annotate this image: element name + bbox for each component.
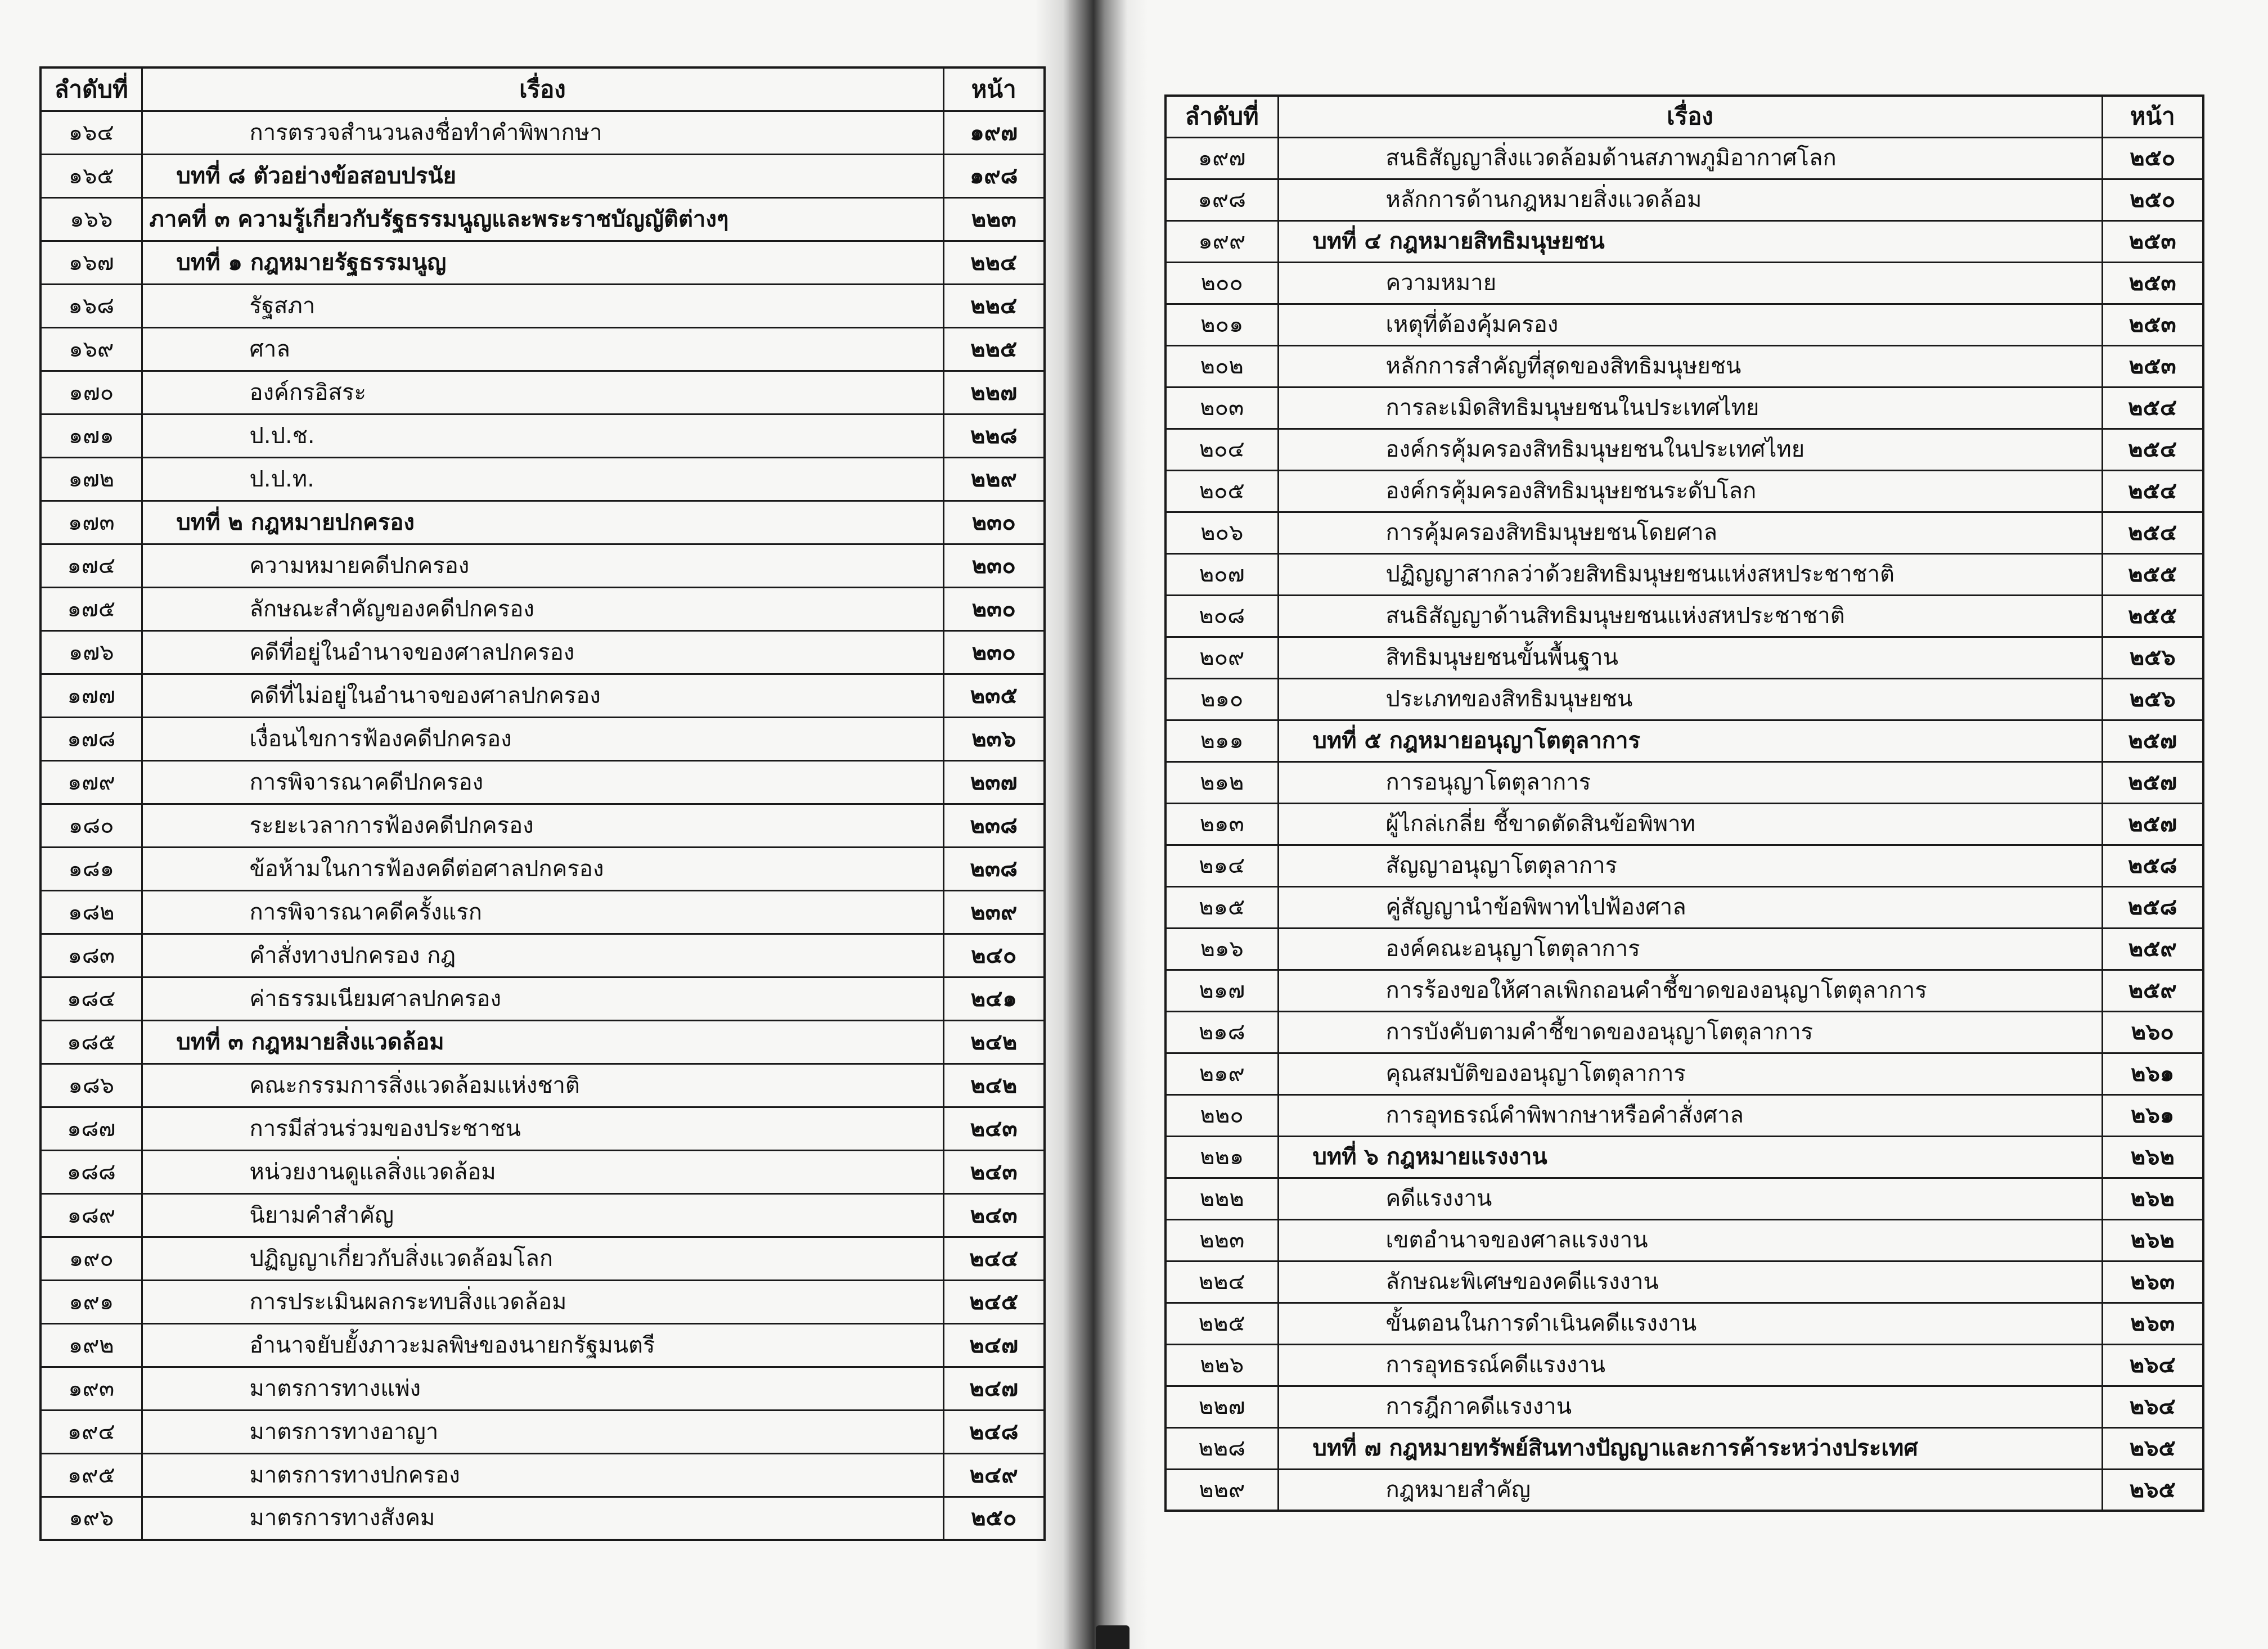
table-row: [40, 934, 1045, 977]
entry-title: ปฏิญญาเกี่ยวกับสิ่งแวดล้อมโลก: [142, 1237, 943, 1280]
table-row: [40, 154, 1045, 197]
toc-table-left: [39, 66, 1046, 1541]
entry-title: ระยะเวลาการฟ้องคดีปกครอง: [142, 804, 943, 847]
table-row: [40, 1237, 1045, 1280]
table-row: [1166, 1053, 2203, 1094]
entry-title: คณะกรรมการสิ่งแวดล้อมแห่งชาติ: [142, 1064, 943, 1107]
entry-page: ๒๔๓: [943, 1150, 1045, 1193]
entry-page: ๒๖๒: [2102, 1178, 2203, 1219]
entry-page: ๒๖๒: [2102, 1219, 2203, 1261]
entry-page: ๒๕๓: [2102, 304, 2203, 345]
entry-title: องค์กรคุ้มครองสิทธิมนุษยชนระดับโลก: [1278, 470, 2102, 512]
book-gutter: [1035, 0, 1148, 1649]
entry-number: ๑๖๙: [40, 327, 142, 371]
entry-title: บทที่ ๖ กฎหมายแรงงาน: [1278, 1136, 2102, 1178]
entry-number: ๑๘๐: [40, 804, 142, 847]
header-number: ลำดับที่: [1166, 96, 1278, 137]
entry-number: ๑๙๓: [40, 1367, 142, 1410]
entry-title: การละเมิดสิทธิมนุษยชนในประเทศไทย: [1278, 387, 2102, 429]
entry-page: ๒๔๗: [943, 1367, 1045, 1410]
entry-page: ๒๕๘: [2102, 845, 2203, 886]
entry-title: องค์กรอิสระ: [142, 371, 943, 414]
entry-title: ปฏิญญาสากลว่าด้วยสิทธิมนุษยชนแห่งสหประชาชาติ: [1278, 553, 2102, 595]
entry-page: ๒๔๒: [943, 1064, 1045, 1107]
entry-number: ๑๙๐: [40, 1237, 142, 1280]
entry-title: ความหมาย: [1278, 262, 2102, 304]
entry-title: คุณสมบัติของอนุญาโตตุลาการ: [1278, 1053, 2102, 1094]
entry-number: ๑๗๗: [40, 674, 142, 717]
entry-title: สิทธิมนุษยชนขั้นพื้นฐาน: [1278, 637, 2102, 678]
entry-page: ๒๖๑: [2102, 1053, 2203, 1094]
table-row: [40, 1453, 1045, 1497]
entry-page: ๒๕๕: [2102, 553, 2203, 595]
table-row: [1166, 345, 2203, 387]
table-row: [1166, 803, 2203, 845]
entry-title: การประเมินผลกระทบสิ่งแวดล้อม: [142, 1280, 943, 1323]
entry-title: ข้อห้ามในการฟ้องคดีต่อศาลปกครอง: [142, 847, 943, 890]
entry-page: ๒๕๐: [943, 1497, 1045, 1540]
entry-number: ๑๘๓: [40, 934, 142, 977]
entry-page: ๑๙๘: [943, 154, 1045, 197]
entry-number: ๑๙๖: [40, 1497, 142, 1540]
entry-page: ๒๖๕: [2102, 1427, 2203, 1469]
entry-number: ๑๗๕: [40, 587, 142, 630]
table-row: [40, 284, 1045, 327]
entry-number: ๑๗๔: [40, 544, 142, 587]
entry-page: ๒๔๓: [943, 1107, 1045, 1150]
table-row: [1166, 970, 2203, 1011]
table-row: [40, 414, 1045, 457]
table-row: [40, 847, 1045, 890]
entry-page: ๒๓๐: [943, 630, 1045, 674]
entry-title: ค่าธรรมเนียมศาลปกครอง: [142, 977, 943, 1020]
entry-page: ๒๓๘: [943, 804, 1045, 847]
entry-page: ๒๕๘: [2102, 886, 2203, 928]
table-row: [40, 717, 1045, 760]
entry-page: ๒๕๗: [2102, 762, 2203, 803]
entry-page: ๒๔๐: [943, 934, 1045, 977]
entry-title: บทที่ ๔ กฎหมายสิทธิมนุษยชน: [1278, 220, 2102, 262]
entry-page: ๒๓๕: [943, 674, 1045, 717]
entry-number: ๒๑๔: [1166, 845, 1278, 886]
entry-title: อำนาจยับยั้งภาวะมลพิษของนายกรัฐมนตรี: [142, 1323, 943, 1367]
table-row: [1166, 387, 2203, 429]
entry-number: ๑๘๑: [40, 847, 142, 890]
header-page: หน้า: [943, 67, 1045, 111]
entry-page: ๒๖๓: [2102, 1303, 2203, 1344]
entry-page: ๒๒๗: [943, 371, 1045, 414]
table-row: [40, 1020, 1045, 1064]
table-row: [1166, 1178, 2203, 1219]
entry-page: ๒๕๐: [2102, 179, 2203, 220]
entry-number: ๑๖๖: [40, 197, 142, 241]
entry-number: ๑๗๒: [40, 457, 142, 501]
entry-title: การร้องขอให้ศาลเพิกถอนคำชี้ขาดของอนุญาโตตุลาการ: [1278, 970, 2102, 1011]
entry-title: องค์กรคุ้มครองสิทธิมนุษยชนในประเทศไทย: [1278, 429, 2102, 470]
table-row: [1166, 637, 2203, 678]
entry-title: การพิจารณาคดีครั้งแรก: [142, 890, 943, 934]
table-row: [40, 977, 1045, 1020]
table-row: [1166, 1427, 2203, 1469]
table-row: [1166, 1136, 2203, 1178]
entry-title: เขตอำนาจของศาลแรงงาน: [1278, 1219, 2102, 1261]
entry-number: ๒๒๒: [1166, 1178, 1278, 1219]
entry-page: ๒๓๐: [943, 587, 1045, 630]
table-header-row: [40, 67, 1045, 111]
table-row: [40, 1410, 1045, 1453]
entry-number: ๑๙๙: [1166, 220, 1278, 262]
entry-number: ๑๙๕: [40, 1453, 142, 1497]
entry-number: ๒๐๓: [1166, 387, 1278, 429]
entry-page: ๒๕๖: [2102, 637, 2203, 678]
entry-number: ๑๖๕: [40, 154, 142, 197]
table-row: [1166, 429, 2203, 470]
entry-number: ๒๐๖: [1166, 512, 1278, 553]
entry-number: ๒๐๕: [1166, 470, 1278, 512]
entry-page: ๒๒๕: [943, 327, 1045, 371]
entry-number: ๑๘๗: [40, 1107, 142, 1150]
entry-page: ๒๕๙: [2102, 970, 2203, 1011]
entry-title: นิยามคำสำคัญ: [142, 1193, 943, 1237]
entry-title: มาตรการทางปกครอง: [142, 1453, 943, 1497]
entry-number: ๒๐๙: [1166, 637, 1278, 678]
table-row: [40, 674, 1045, 717]
entry-number: ๒๐๑: [1166, 304, 1278, 345]
entry-page: ๒๕๔: [2102, 429, 2203, 470]
entry-title: บทที่ ๘ ตัวอย่างข้อสอบปรนัย: [142, 154, 943, 197]
header-page: หน้า: [2102, 96, 2203, 137]
entry-number: ๑๘๔: [40, 977, 142, 1020]
table-header-row: [1166, 96, 2203, 137]
entry-page: ๒๖๐: [2102, 1011, 2203, 1053]
table-row: [40, 760, 1045, 804]
entry-number: ๒๐๗: [1166, 553, 1278, 595]
entry-page: ๒๕๗: [2102, 720, 2203, 762]
table-row: [1166, 512, 2203, 553]
entry-page: ๒๖๕: [2102, 1469, 2203, 1511]
entry-number: ๑๗๖: [40, 630, 142, 674]
entry-title: ป.ป.ช.: [142, 414, 943, 457]
entry-number: ๑๗๐: [40, 371, 142, 414]
entry-page: ๒๔๗: [943, 1323, 1045, 1367]
entry-page: ๒๖๔: [2102, 1386, 2203, 1427]
table-row: [40, 1064, 1045, 1107]
table-row: [1166, 886, 2203, 928]
table-row: [40, 1367, 1045, 1410]
entry-page: ๒๒๓: [943, 197, 1045, 241]
entry-page: ๒๔๕: [943, 1280, 1045, 1323]
entry-title: ลักษณะพิเศษของคดีแรงงาน: [1278, 1261, 2102, 1303]
table-row: [1166, 1219, 2203, 1261]
entry-title: บทที่ ๗ กฎหมายทรัพย์สินทางปัญญาและการค้าระหว่างประเทศ: [1278, 1427, 2102, 1469]
entry-number: ๑๘๒: [40, 890, 142, 934]
entry-page: ๒๕๔: [2102, 387, 2203, 429]
entry-number: ๒๒๗: [1166, 1386, 1278, 1427]
entry-page: ๒๔๙: [943, 1453, 1045, 1497]
entry-number: ๒๒๐: [1166, 1094, 1278, 1136]
table-row: [40, 630, 1045, 674]
table-row: [40, 1150, 1045, 1193]
entry-page: ๒๓๙: [943, 890, 1045, 934]
entry-title: หน่วยงานดูแลสิ่งแวดล้อม: [142, 1150, 943, 1193]
entry-page: ๒๕๙: [2102, 928, 2203, 970]
entry-title: กฎหมายสำคัญ: [1278, 1469, 2102, 1511]
table-row: [40, 457, 1045, 501]
header-topic: เรื่อง: [142, 67, 943, 111]
table-row: [1166, 1386, 2203, 1427]
entry-number: ๒๒๙: [1166, 1469, 1278, 1511]
entry-title: การมีส่วนร่วมของประชาชน: [142, 1107, 943, 1150]
entry-page: ๒๒๔: [943, 241, 1045, 284]
table-row: [40, 587, 1045, 630]
entry-title: บทที่ ๑ กฎหมายรัฐธรรมนูญ: [142, 241, 943, 284]
table-row: [40, 241, 1045, 284]
table-row: [1166, 595, 2203, 637]
entry-title: บทที่ ๒ กฎหมายปกครอง: [142, 501, 943, 544]
table-row: [1166, 762, 2203, 803]
table-row: [40, 327, 1045, 371]
table-row: [40, 197, 1045, 241]
table-row: [1166, 1344, 2203, 1386]
entry-title: เหตุที่ต้องคุ้มครอง: [1278, 304, 2102, 345]
entry-title: การบังคับตามคำชี้ขาดของอนุญาโตตุลาการ: [1278, 1011, 2102, 1053]
entry-title: ผู้ไกล่เกลี่ย ชี้ขาดตัดสินข้อพิพาท: [1278, 803, 2102, 845]
entry-page: ๒๔๔: [943, 1237, 1045, 1280]
entry-title: สนธิสัญญาสิ่งแวดล้อมด้านสภาพภูมิอากาศโลก: [1278, 137, 2102, 179]
table-row: [40, 1323, 1045, 1367]
entry-page: ๒๒๙: [943, 457, 1045, 501]
entry-number: ๒๒๓: [1166, 1219, 1278, 1261]
entry-number: ๒๑๒: [1166, 762, 1278, 803]
entry-title: คดีที่ไม่อยู่ในอำนาจของศาลปกครอง: [142, 674, 943, 717]
table-row: [1166, 928, 2203, 970]
entry-page: ๒๖๓: [2102, 1261, 2203, 1303]
entry-page: ๒๕๕: [2102, 595, 2203, 637]
entry-title: สนธิสัญญาด้านสิทธิมนุษยชนแห่งสหประชาชาติ: [1278, 595, 2102, 637]
entry-title: หลักการสำคัญที่สุดของสิทธิมนุษยชน: [1278, 345, 2102, 387]
entry-number: ๑๗๘: [40, 717, 142, 760]
entry-page: ๒๓๐: [943, 544, 1045, 587]
header-topic: เรื่อง: [1278, 96, 2102, 137]
entry-number: ๑๖๗: [40, 241, 142, 284]
entry-number: ๒๑๑: [1166, 720, 1278, 762]
entry-number: ๒๐๒: [1166, 345, 1278, 387]
entry-title: สัญญาอนุญาโตตุลาการ: [1278, 845, 2102, 886]
entry-title: ศาล: [142, 327, 943, 371]
entry-page: ๒๕๔: [2102, 470, 2203, 512]
entry-number: ๑๗๙: [40, 760, 142, 804]
entry-number: ๒๑๙: [1166, 1053, 1278, 1094]
entry-number: ๒๑๓: [1166, 803, 1278, 845]
toc-table-right: [1164, 94, 2204, 1512]
table-row: [40, 501, 1045, 544]
entry-number: ๒๒๘: [1166, 1427, 1278, 1469]
entry-number: ๒๒๕: [1166, 1303, 1278, 1344]
entry-title: มาตรการทางสังคม: [142, 1497, 943, 1540]
entry-title: ประเภทของสิทธิมนุษยชน: [1278, 678, 2102, 720]
entry-title: หลักการด้านกฎหมายสิ่งแวดล้อม: [1278, 179, 2102, 220]
entry-page: ๒๖๑: [2102, 1094, 2203, 1136]
entry-title: คดีแรงงาน: [1278, 1178, 2102, 1219]
entry-title: รัฐสภา: [142, 284, 943, 327]
entry-title: องค์คณะอนุญาโตตุลาการ: [1278, 928, 2102, 970]
table-row: [1166, 720, 2203, 762]
table-row: [1166, 304, 2203, 345]
entry-title: คำสั่งทางปกครอง กฎ: [142, 934, 943, 977]
entry-page: ๒๓๘: [943, 847, 1045, 890]
entry-page: ๒๖๔: [2102, 1344, 2203, 1386]
entry-title: บทที่ ๓ กฎหมายสิ่งแวดล้อม: [142, 1020, 943, 1064]
entry-page: ๒๕๓: [2102, 220, 2203, 262]
table-row: [40, 1107, 1045, 1150]
entry-number: ๒๒๖: [1166, 1344, 1278, 1386]
entry-page: ๒๕๐: [2102, 137, 2203, 179]
entry-page: ๑๙๗: [943, 111, 1045, 154]
table-row: [1166, 678, 2203, 720]
binding-tab: [1096, 1625, 1130, 1649]
entry-title: ความหมายคดีปกครอง: [142, 544, 943, 587]
entry-number: ๑๘๙: [40, 1193, 142, 1237]
entry-number: ๑๙๔: [40, 1410, 142, 1453]
table-row: [40, 890, 1045, 934]
entry-page: ๒๕๔: [2102, 512, 2203, 553]
table-row: [1166, 179, 2203, 220]
entry-number: ๒๐๔: [1166, 429, 1278, 470]
table-row: [1166, 1094, 2203, 1136]
entry-page: ๒๔๓: [943, 1193, 1045, 1237]
table-row: [1166, 1011, 2203, 1053]
entry-title: คู่สัญญานำข้อพิพาทไปฟ้องศาล: [1278, 886, 2102, 928]
entry-number: ๑๗๑: [40, 414, 142, 457]
entry-number: ๒๑๕: [1166, 886, 1278, 928]
table-row: [40, 1280, 1045, 1323]
entry-title: การพิจารณาคดีปกครอง: [142, 760, 943, 804]
entry-title: คดีที่อยู่ในอำนาจของศาลปกครอง: [142, 630, 943, 674]
entry-number: ๑๙๘: [1166, 179, 1278, 220]
entry-title: การตรวจสำนวนลงชื่อทำคำพิพากษา: [142, 111, 943, 154]
entry-number: ๑๗๓: [40, 501, 142, 544]
table-row: [40, 1193, 1045, 1237]
entry-page: ๒๒๔: [943, 284, 1045, 327]
entry-title: การอุทธรณ์คดีแรงงาน: [1278, 1344, 2102, 1386]
entry-page: ๒๕๓: [2102, 345, 2203, 387]
table-row: [1166, 1469, 2203, 1511]
entry-page: ๒๔๒: [943, 1020, 1045, 1064]
entry-title: การอุทธรณ์คำพิพากษาหรือคำสั่งศาล: [1278, 1094, 2102, 1136]
entry-number: ๑๙๒: [40, 1323, 142, 1367]
table-row: [40, 1497, 1045, 1540]
entry-title: เงื่อนไขการฟ้องคดีปกครอง: [142, 717, 943, 760]
table-row: [1166, 1261, 2203, 1303]
entry-page: ๒๓๐: [943, 501, 1045, 544]
entry-title: มาตรการทางอาญา: [142, 1410, 943, 1453]
entry-number: ๒๒๔: [1166, 1261, 1278, 1303]
entry-number: ๒๐๐: [1166, 262, 1278, 304]
entry-title: การอนุญาโตตุลาการ: [1278, 762, 2102, 803]
entry-number: ๒๐๘: [1166, 595, 1278, 637]
table-row: [1166, 553, 2203, 595]
entry-page: ๒๓๗: [943, 760, 1045, 804]
entry-number: ๑๖๔: [40, 111, 142, 154]
table-row: [1166, 845, 2203, 886]
table-row: [1166, 220, 2203, 262]
header-number: ลำดับที่: [40, 67, 142, 111]
entry-title: บทที่ ๕ กฎหมายอนุญาโตตุลาการ: [1278, 720, 2102, 762]
entry-title: ลักษณะสำคัญของคดีปกครอง: [142, 587, 943, 630]
entry-title: การคุ้มครองสิทธิมนุษยชนโดยศาล: [1278, 512, 2102, 553]
table-row: [1166, 470, 2203, 512]
entry-title: ขั้นตอนในการดำเนินคดีแรงงาน: [1278, 1303, 2102, 1344]
entry-number: ๒๑๘: [1166, 1011, 1278, 1053]
entry-page: ๒๕๓: [2102, 262, 2203, 304]
entry-page: ๒๕๗: [2102, 803, 2203, 845]
table-row: [40, 544, 1045, 587]
entry-page: ๒๔๘: [943, 1410, 1045, 1453]
entry-title: การฎีกาคดีแรงงาน: [1278, 1386, 2102, 1427]
entry-title: มาตรการทางแพ่ง: [142, 1367, 943, 1410]
entry-number: ๒๑๐: [1166, 678, 1278, 720]
table-row: [1166, 262, 2203, 304]
table-row: [1166, 1303, 2203, 1344]
table-row: [40, 111, 1045, 154]
table-row: [40, 371, 1045, 414]
entry-page: ๒๔๑: [943, 977, 1045, 1020]
entry-number: ๑๙๑: [40, 1280, 142, 1323]
entry-page: ๒๕๖: [2102, 678, 2203, 720]
entry-page: ๒๒๘: [943, 414, 1045, 457]
table-row: [1166, 137, 2203, 179]
entry-number: ๑๙๗: [1166, 137, 1278, 179]
entry-page: ๒๓๖: [943, 717, 1045, 760]
entry-number: ๑๘๖: [40, 1064, 142, 1107]
entry-number: ๒๒๑: [1166, 1136, 1278, 1178]
entry-title: ภาคที่ ๓ ความรู้เกี่ยวกับรัฐธรรมนูญและพระราชบัญญัติต่างๆ: [142, 197, 943, 241]
entry-number: ๑๘๘: [40, 1150, 142, 1193]
table-row: [40, 804, 1045, 847]
entry-number: ๒๑๗: [1166, 970, 1278, 1011]
entry-number: ๑๘๕: [40, 1020, 142, 1064]
entry-page: ๒๖๒: [2102, 1136, 2203, 1178]
entry-number: ๑๖๘: [40, 284, 142, 327]
entry-title: ป.ป.ท.: [142, 457, 943, 501]
entry-number: ๒๑๖: [1166, 928, 1278, 970]
